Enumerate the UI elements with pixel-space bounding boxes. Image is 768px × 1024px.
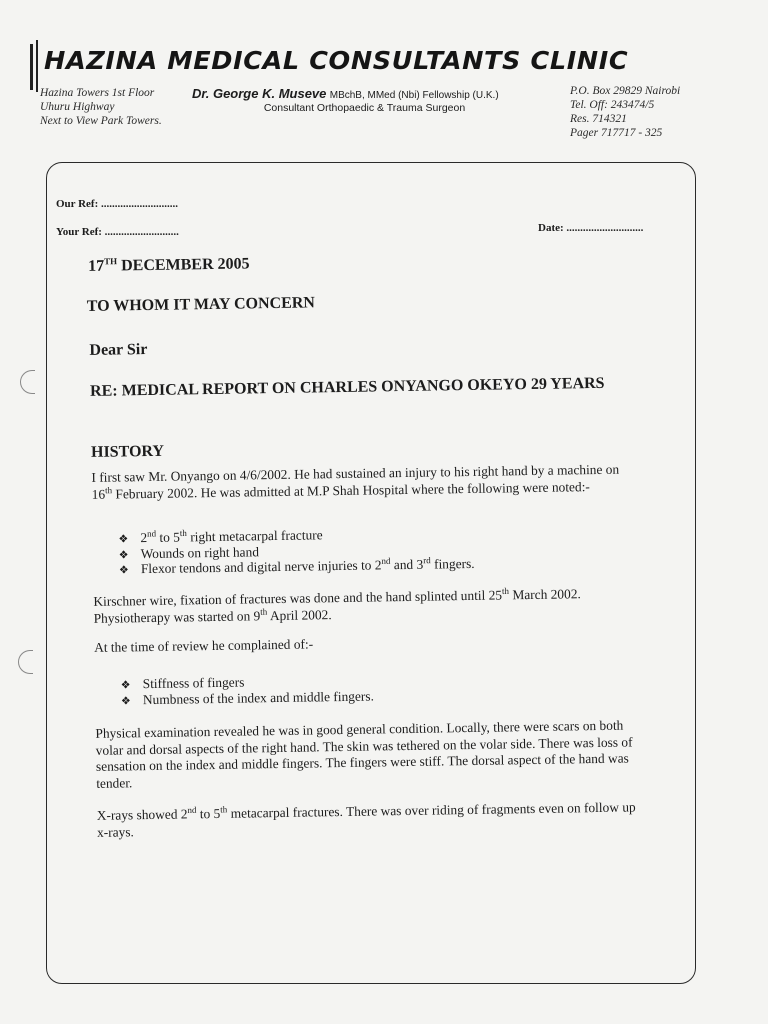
doctor-info	[192, 86, 552, 114]
doctor-title: Consultant Orthopaedic & Trauma Surgeon	[263, 102, 466, 114]
history-heading: HISTORY	[90, 442, 165, 461]
subject-line: RE: MEDICAL REPORT ON CHARLES ONYANGO OKEYO 29 YEARS	[89, 374, 605, 400]
xray-paragraph: X-rays showed 2nd to 5th metacarpal fractures. There was over riding of fragments even on follow up x-rays.	[96, 799, 636, 840]
examination-paragraph: Physical examination revealed he was in good general condition. Locally, there were scars on both volar and dorsal aspects of the right hand. The skin was tethered on the volar side. There was loss of sensation on the index and middle fingers. The fingers were stiff. The dorsal aspect of the hand was tender.	[95, 717, 633, 791]
list-item: ❖ 2nd to 5th right metacarpal fracture	[118, 527, 323, 546]
address-line: Uhuru Highway	[40, 101, 115, 113]
bullet-icon: ❖	[120, 694, 131, 707]
clinic-contacts	[570, 84, 760, 140]
your-ref: Your Ref: ...........................	[56, 226, 179, 238]
punch-hole-mark	[18, 650, 33, 674]
contact-line: P.O. Box 29829 Nairobi	[570, 85, 681, 97]
letter-date: 17TH DECEMBER 2005	[87, 255, 250, 275]
contact-line: Pager 717717 - 325	[570, 127, 663, 139]
address-line: Next to View Park Towers.	[40, 115, 162, 127]
treatment-paragraph: Kirschner wire, fixation of fractures was done and the hand splinted until 25th March 2002. Physiotherapy was started on 9th April 2002.	[93, 585, 581, 626]
letterhead-bar	[36, 40, 38, 92]
list-item: ❖ Wounds on right hand	[118, 543, 260, 561]
date-field: Date: ............................	[538, 222, 644, 234]
our-ref: Our Ref: ............................	[56, 198, 179, 210]
letterhead-bar	[30, 44, 33, 90]
list-item: ❖ Flexor tendons and digital nerve injuries to 2nd and 3rd fingers.	[118, 555, 475, 577]
bullet-icon: ❖	[118, 548, 129, 561]
list-item: ❖ Numbness of the index and middle fingers.	[120, 688, 374, 707]
clinic-name: HAZINA MEDICAL CONSULTANTS CLINIC	[44, 46, 629, 75]
bullet-icon: ❖	[118, 564, 129, 577]
salutation: Dear Sir	[89, 341, 148, 359]
list-item: ❖ Stiffness of fingers	[120, 674, 245, 692]
clinic-address	[40, 86, 200, 128]
doctor-name: Dr. George K. Museve	[192, 86, 327, 101]
injury-list	[118, 526, 474, 578]
review-paragraph: At the time of review he complained of:-	[93, 636, 314, 655]
address-line: Hazina Towers 1st Floor	[40, 87, 155, 99]
addressee: TO WHOM IT MAY CONCERN	[86, 294, 316, 315]
doctor-qualifications: MBchB, MMed (Nbi) Fellowship (U.K.)	[329, 90, 499, 101]
complaint-list	[121, 674, 374, 709]
punch-hole-mark	[20, 370, 35, 394]
contact-line: Tel. Off: 243474/5	[570, 99, 655, 111]
contact-line: Res. 714321	[570, 113, 627, 125]
bullet-icon: ❖	[118, 533, 129, 546]
bullet-icon: ❖	[120, 679, 131, 692]
history-paragraph: I first saw Mr. Onyango on 4/6/2002. He had sustained an injury to his right hand by a machine on 16th February 2002. He was admitted at M.P Shah Hospital where the following were noted:-	[91, 461, 620, 502]
